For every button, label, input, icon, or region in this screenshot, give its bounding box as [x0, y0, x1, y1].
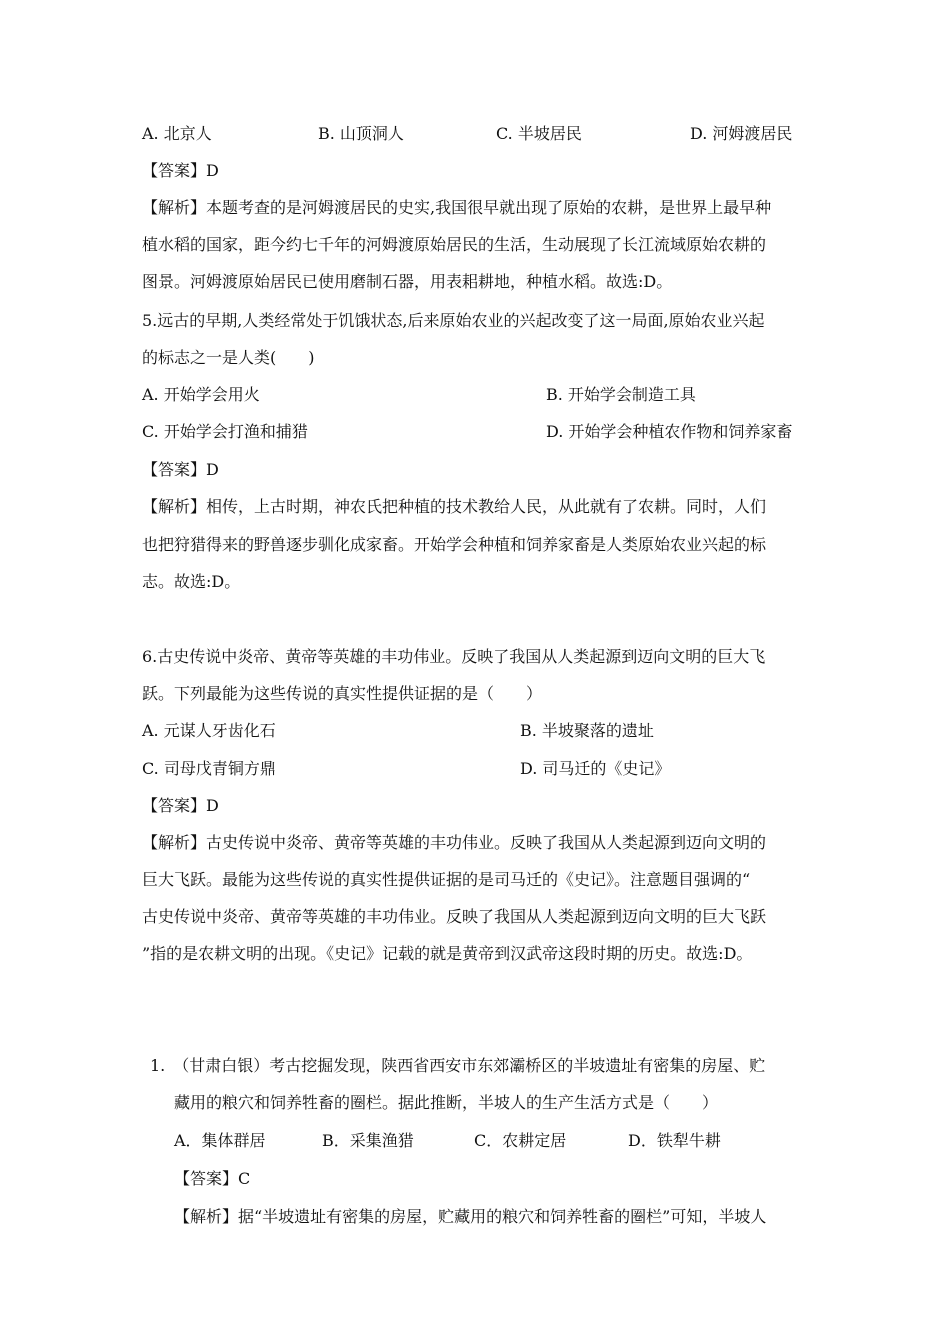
q1-option-d: D．铁犁牛耕 — [628, 1131, 721, 1150]
q6-analysis-line: 【解析】古史传说中炎帝、黄帝等英雄的丰功伟业。反映了我国从人类起源到迈向文明的 — [142, 833, 767, 852]
q4-answer: 【答案】D — [142, 161, 219, 180]
q5-stem-line: 的标志之一是人类( ) — [142, 348, 315, 367]
q4-option-b: B. 山顶洞人 — [318, 124, 404, 143]
q6-analysis-line: 古史传说中炎帝、黄帝等英雄的丰功伟业。反映了我国从人类起源到迈向文明的巨大飞跃 — [142, 907, 767, 926]
q4-analysis-line: 【解析】本题考查的是河姆渡居民的史实,我国很早就出现了原始的农耕，是世界上最早种 — [142, 198, 772, 217]
q6-option-c: C. 司母戊青铜方鼎 — [142, 759, 276, 778]
q5-analysis-line: 也把狩猎得来的野兽逐步驯化成家畜。开始学会种植和饲养家畜是人类原始农业兴起的标 — [142, 535, 767, 554]
q6-stem-line: 6.古史传说中炎帝、黄帝等英雄的丰功伟业。反映了我国从人类起源到迈向文明的巨大飞 — [142, 647, 766, 666]
q1-stem-line: 1. （甘肃白银）考古挖掘发现，陕西省西安市东郊灞桥区的半坡遗址有密集的房屋、贮 — [150, 1056, 766, 1075]
q4-option-d: D. 河姆渡居民 — [690, 124, 793, 143]
q1-option-c: C．农耕定居 — [474, 1131, 567, 1150]
q1-analysis-line: 【解析】据“半坡遗址有密集的房屋，贮藏用的粮穴和饲养牲畜的圈栏”可知，半坡人 — [174, 1207, 767, 1226]
q6-option-a: A. 元谋人牙齿化石 — [142, 721, 276, 740]
q1-answer: 【答案】C — [174, 1169, 251, 1188]
q1-option-a: A．集体群居 — [174, 1131, 266, 1150]
q6-analysis-line: ”指的是农耕文明的出现。《史记》记载的就是黄帝到汉武帝这段时期的历史。故选:D。 — [142, 944, 753, 963]
q5-analysis-line: 志。故选:D。 — [142, 572, 241, 591]
q5-option-b: B. 开始学会制造工具 — [546, 385, 696, 404]
q1-stem-line: 藏用的粮穴和饲养牲畜的圈栏。据此推断，半坡人的生产生活方式是（ ） — [174, 1093, 719, 1112]
q4-option-a: A. 北京人 — [142, 124, 212, 143]
q5-option-a: A. 开始学会用火 — [142, 385, 260, 404]
q6-option-b: B. 半坡聚落的遗址 — [520, 721, 654, 740]
q5-option-c: C. 开始学会打渔和捕猎 — [142, 422, 308, 441]
q6-option-d: D. 司马迁的《史记》 — [520, 759, 671, 778]
q5-option-d: D. 开始学会种植农作物和饲养家畜 — [546, 422, 793, 441]
q4-analysis-line: 图景。河姆渡原始居民已使用磨制石器，用表耜耕地，种植水稻。故选:D。 — [142, 272, 673, 291]
q5-analysis-line: 【解析】相传，上古时期，神农氏把种植的技术教给人民，从此就有了农耕。同时，人们 — [142, 497, 767, 516]
q6-analysis-line: 巨大飞跃。最能为这些传说的真实性提供证据的是司马迁的《史记》。注意题目强调的“ — [142, 870, 751, 889]
q6-answer: 【答案】D — [142, 796, 219, 815]
q5-answer: 【答案】D — [142, 460, 219, 479]
q4-option-c: C. 半坡居民 — [496, 124, 582, 143]
q1-option-b: B．采集渔猎 — [322, 1131, 414, 1150]
q5-stem-line: 5.远古的早期,人类经常处于饥饿状态,后来原始农业的兴起改变了这一局面,原始农业兴起 — [142, 311, 765, 330]
q6-stem-line: 跃。下列最能为这些传说的真实性提供证据的是（ ） — [142, 684, 543, 703]
q4-analysis-line: 植水稻的国家，距今约七千年的河姆渡原始居民的生活，生动展现了长江流域原始农耕的 — [142, 235, 767, 254]
